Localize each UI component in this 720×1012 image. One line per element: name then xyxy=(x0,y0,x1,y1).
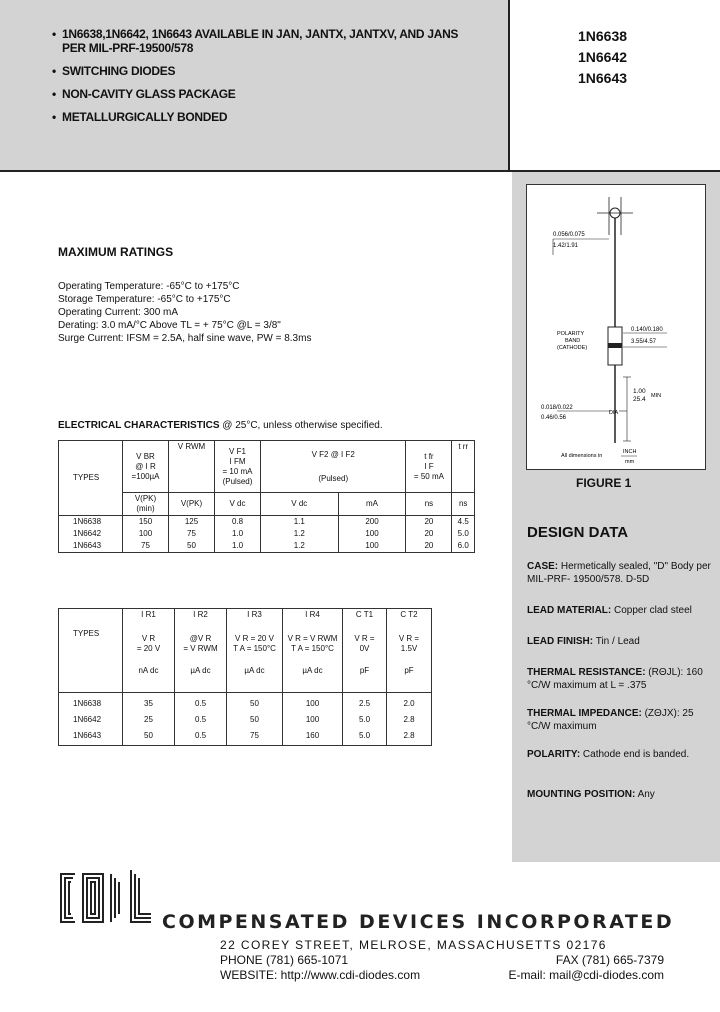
feature-item: • 1N6638,1N6642, 1N6643 AVAILABLE IN JAN, JANTX, JANTXV, AND JANS xyxy=(52,27,459,41)
design-item-lead-finish: LEAD FINISH: Tin / Lead xyxy=(527,636,640,647)
inch-unit: INCH xyxy=(623,449,637,455)
design-item-lead-material: LEAD MATERIAL: Copper clad steel xyxy=(527,605,692,616)
mm-unit: mm xyxy=(625,459,635,465)
website-link[interactable]: WEBSITE: http://www.cdi-diodes.com xyxy=(220,968,421,982)
lead-length-min: MIN xyxy=(651,393,662,399)
unit-cell: ns xyxy=(406,493,452,516)
diode-outline-drawing xyxy=(527,185,705,469)
design-data-title: DESIGN DATA xyxy=(527,524,629,541)
types-header: TYPES xyxy=(59,609,123,693)
cdi-logo-icon xyxy=(55,868,155,933)
design-item-case: CASE: Hermetically sealed, "D" Body per MIL-PRF- 19500/578. D-5D xyxy=(527,561,711,585)
body-dim-mm-label: 3.55/4.57 xyxy=(631,339,657,345)
feature-item: • METALLURGICALLY BONDED xyxy=(52,110,228,124)
col-trr: t rr xyxy=(452,441,475,493)
design-item-thermal-resistance: THERMAL RESISTANCE: (RΘJL): 160 °C/W maximum at L = .375 xyxy=(527,667,703,691)
band-label: BAND xyxy=(565,338,581,344)
unit-cell: ns xyxy=(452,493,475,516)
col-vf1: V F1 I FM = 10 mA (Pulsed) xyxy=(215,441,261,493)
lead-dia-top-mm-label: 1.42/1.91 xyxy=(553,243,579,249)
col-ct2: C T2 V R = 1.5V pF xyxy=(387,609,432,693)
feature-item: • NON-CAVITY GLASS PACKAGE xyxy=(52,87,236,101)
col-ct1: C T1 V R = 0V pF xyxy=(343,609,387,693)
wire-dia-label: 0.018/0.022 xyxy=(541,405,573,411)
wire-dia-mm-label: 0.46/0.56 xyxy=(541,415,567,421)
phone: PHONE (781) 665-1071 xyxy=(220,953,349,967)
table-row: 1N6643 50 0.5 75 160 5.0 2.8 xyxy=(59,726,432,746)
col-ir4: I R4 V R = V RWM T A = 150°C µA dc xyxy=(283,609,343,693)
unit-cell: V dc xyxy=(215,493,261,516)
electrical-title: ELECTRICAL CHARACTERISTICS @ 25°C, unless otherwise specified. xyxy=(58,420,383,431)
table-row: 1N6642 25 0.5 50 100 5.0 2.8 xyxy=(59,710,432,726)
design-item-polarity: POLARITY: Cathode end is banded. xyxy=(527,749,690,760)
lead-length-label: 1.00 xyxy=(633,388,646,395)
feature-item: • SWITCHING DIODES xyxy=(52,64,176,78)
col-ir3: I R3 V R = 20 V T A = 150°C µA dc xyxy=(227,609,283,693)
design-item-mounting: MOUNTING POSITION: Any xyxy=(527,789,655,800)
unit-cell: V dc xyxy=(261,493,339,516)
dims-note: All dimensions in xyxy=(561,453,603,459)
col-tfr: t fr I F = 50 mA xyxy=(406,441,452,493)
col-vbr: V BR @ I R =100µA xyxy=(123,441,169,493)
cathode-band-icon xyxy=(608,343,622,348)
company-name: COMPENSATED DEVICES INCORPORATED xyxy=(162,911,675,933)
company-address: 22 COREY STREET, MELROSE, MASSACHUSETTS 02176 xyxy=(220,938,607,952)
package-outline-figure xyxy=(526,184,706,470)
unit-cell: V(PK) (min) xyxy=(123,493,169,516)
contact-block xyxy=(220,953,664,983)
table-row: 1N6642 100 75 1.0 1.2 100 20 5.0 xyxy=(59,528,475,540)
max-ratings-title: MAXIMUM RATINGS xyxy=(58,245,174,259)
body-dim-label: 0.140/0.180 xyxy=(631,327,663,333)
design-item-thermal-impedance: THERMAL IMPEDANCE: (ZΘJX): 25 °C/W maximum xyxy=(527,708,694,732)
lead-length-mm-label: 25.4 xyxy=(633,396,646,403)
cathode-label: (CATHODE) xyxy=(557,345,588,351)
rating-line: Storage Temperature: -65°C to +175°C xyxy=(58,294,231,305)
max-ratings-list xyxy=(58,280,311,345)
table-row: 1N6638 35 0.5 50 100 2.5 2.0 xyxy=(59,693,432,711)
electrical-table-2 xyxy=(58,608,432,746)
wire-dia-suffix: DIA xyxy=(609,410,619,416)
part-number: 1N6643 xyxy=(578,70,628,86)
col-ir1: I R1 V R = 20 V nA dc xyxy=(123,609,175,693)
part-numbers xyxy=(578,26,627,89)
rating-line: Operating Temperature: -65°C to +175°C xyxy=(58,281,240,292)
part-number: 1N6642 xyxy=(578,49,628,65)
rating-line: Derating: 3.0 mA/°C Above TL = + 75°C @L = 3/8" xyxy=(58,320,281,331)
part-number: 1N6638 xyxy=(578,28,628,44)
table-row: 1N6643 75 50 1.0 1.2 100 20 6.0 xyxy=(59,540,475,553)
table-row: 1N6638 150 125 0.8 1.1 200 20 4.5 xyxy=(59,516,475,529)
lead-dia-top-label: 0.056/0.075 xyxy=(553,232,585,238)
polarity-label: POLARITY xyxy=(557,331,585,337)
rating-line: Surge Current: IFSM = 2.5A, half sine wave, PW = 8.3ms xyxy=(58,333,312,344)
unit-cell: V(PK) xyxy=(169,493,215,516)
col-ir2: I R2 @V R = V RWM µA dc xyxy=(175,609,227,693)
col-vrwm: V RWM xyxy=(169,441,215,493)
fax: FAX (781) 665-7379 xyxy=(555,953,664,967)
feature-list xyxy=(52,27,458,133)
unit-cell: mA xyxy=(338,493,406,516)
email-link[interactable]: E-mail: mail@cdi-diodes.com xyxy=(508,968,664,982)
feature-item-continuation: PER MIL-PRF-19500/578 xyxy=(62,41,194,55)
figure-caption: FIGURE 1 xyxy=(576,476,632,490)
electrical-table-1 xyxy=(58,440,475,553)
col-vf2: V F2 @ I F2 (Pulsed) xyxy=(261,441,406,493)
rating-line: Operating Current: 300 mA xyxy=(58,307,179,318)
types-header: TYPES xyxy=(59,441,123,516)
